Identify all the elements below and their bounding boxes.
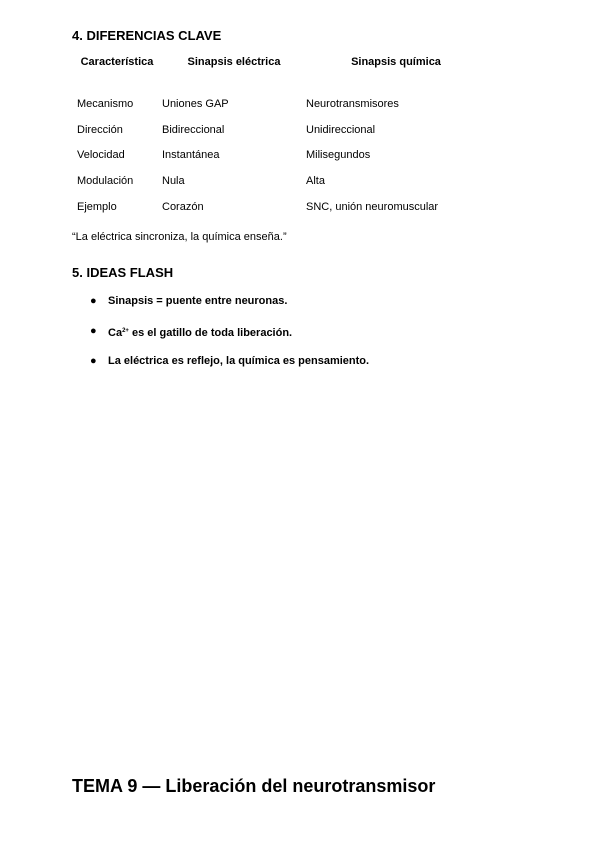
header-caracteristica: Característica — [80, 56, 154, 68]
bullet-icon: ● — [90, 325, 97, 337]
table-row — [72, 194, 486, 220]
calcium-symbol: Ca — [108, 327, 123, 339]
table-cell: Mecanismo — [77, 97, 134, 110]
list-item — [90, 353, 369, 383]
header-sinapsis-quimica: Sinapsis química — [351, 56, 441, 68]
table-row — [72, 168, 486, 194]
section-4-quote: “La eléctrica sincroniza, la química enseña.” — [72, 231, 287, 243]
table-row — [72, 142, 486, 168]
table-cell: Ejemplo — [77, 200, 117, 213]
calcium-charge: 2+ — [122, 328, 129, 334]
table-cell: Neurotransmisores — [306, 97, 399, 110]
list-item-text: Sinapsis = puente entre neuronas. — [108, 295, 288, 307]
differences-table — [72, 55, 486, 219]
table-cell: SNC, unión neuromuscular — [306, 200, 439, 213]
table-cell: Velocidad — [77, 149, 125, 162]
ideas-flash-list — [90, 293, 369, 383]
list-item — [90, 323, 369, 353]
section-5-title: 5. IDEAS FLASH — [72, 265, 174, 280]
table-row — [72, 91, 486, 117]
table-cell: Nula — [162, 174, 185, 187]
table-header-row — [72, 55, 486, 91]
list-item-text — [108, 323, 292, 353]
bullet-icon: ● — [90, 355, 97, 367]
list-item — [90, 293, 369, 323]
table-row — [72, 117, 486, 143]
table-cell: Dirección — [77, 123, 123, 136]
list-item-text: La eléctrica es reflejo, la química es pensamiento. — [108, 355, 370, 367]
table-cell: Modulación — [77, 174, 134, 187]
bullet-icon: ● — [90, 295, 97, 307]
section-4-title: 4. DIFERENCIAS CLAVE — [72, 28, 222, 43]
header-sinapsis-electrica: Sinapsis eléctrica — [187, 56, 281, 68]
table-cell: Unidireccional — [306, 123, 376, 136]
table-cell: Instantánea — [162, 149, 220, 162]
tema-9-title: TEMA 9 — Liberación del neurotransmisor — [72, 776, 436, 796]
table-cell: Bidireccional — [162, 123, 225, 136]
table-cell: Milisegundos — [306, 149, 371, 162]
table-cell: Alta — [306, 174, 325, 187]
table-cell: Corazón — [162, 200, 204, 213]
list-item-text-rest: es el gatillo de toda liberación. — [128, 327, 293, 339]
table-cell: Uniones GAP — [162, 97, 229, 110]
